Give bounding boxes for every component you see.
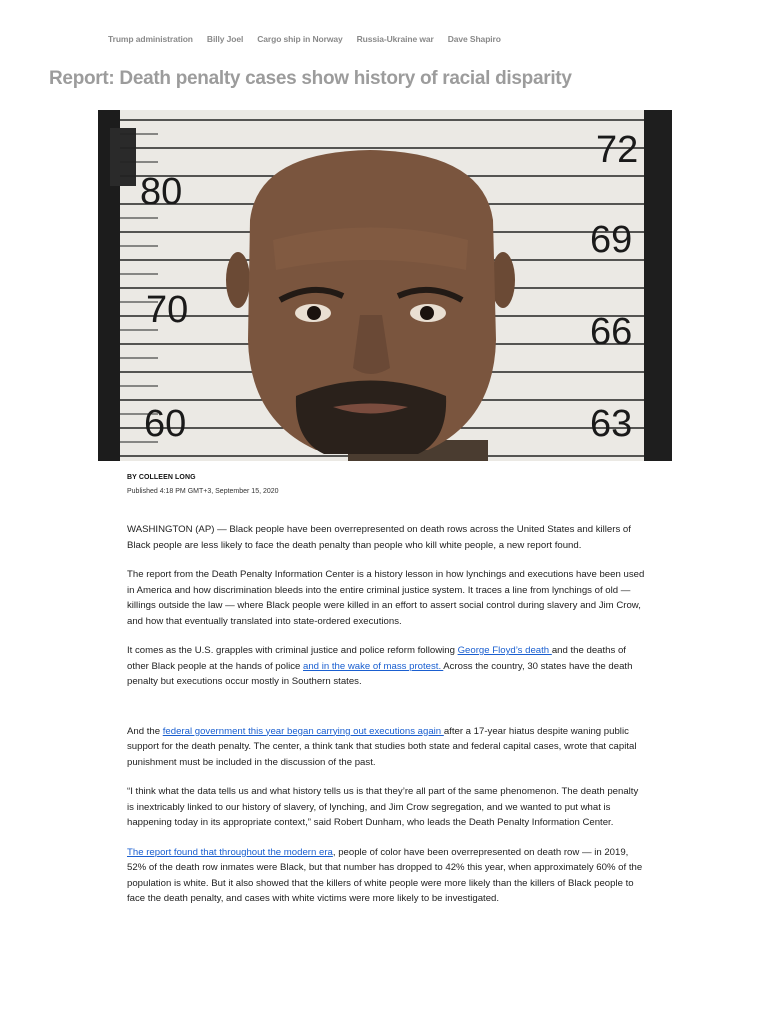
paragraph xyxy=(127,845,647,907)
topnav-link-trump-administration[interactable]: Trump administration xyxy=(108,34,193,44)
paragraph-text: And the xyxy=(127,725,163,737)
article-headline: Report: Death penalty cases show history of racial disparity xyxy=(49,68,572,89)
paragraph xyxy=(127,643,647,690)
paragraph xyxy=(127,724,647,771)
topnav-link-cargo-ship[interactable]: Cargo ship in Norway xyxy=(257,34,343,44)
paragraph: “I think what the data tells us and what history tells us is that they’re all part of the same phenomenon. The death penalty is inextricably linked to our history of slavery, of lynching, and Jim Crow segregation, and we wanted to put what is happening today in its appropriate context,” said Robert Dunham, who leads the Death Penalty Information Center. xyxy=(127,786,639,828)
link-report-modern-era[interactable]: The report found that throughout the modern era xyxy=(127,846,333,858)
topnav-link-billy-joel[interactable]: Billy Joel xyxy=(206,34,244,44)
link-wake-of-mass-protest[interactable]: and in the wake of mass protest. xyxy=(303,660,444,672)
link-george-floyd-death[interactable]: George Floyd’s death xyxy=(457,645,552,656)
paragraph-text: It comes as the U.S. grapples with criminal justice and police reform following xyxy=(127,645,458,656)
link-federal-executions[interactable]: federal government this year began carrying out executions again xyxy=(162,725,444,737)
paragraph: The report from the Death Penalty Information Center is a history lesson in how lynchings and executions have been used in America and how discrimination bleeds into the entire criminal justice system. It traces a line from lynchings of old — killings outside the law — where Black people were killed in an effort to assert social control during slavery and Jim Crow, and how that eventually translated into state-ordered executions. xyxy=(127,569,645,627)
topnav-link-russia-ukraine[interactable]: Russia-Ukraine war xyxy=(356,34,434,44)
paragraph-text: and the deaths of other Black people at the hands of police xyxy=(127,645,626,672)
paragraph-text: after a 17-year hiatus despite waning public support for the death penalty. The center, a think tank that studies both state and federal capital cases, wrote that capital punishment must be included in the discussion of the past. xyxy=(127,725,637,768)
article-photo xyxy=(98,110,672,461)
height-mark-63: 63 xyxy=(590,403,633,445)
height-mark-70: 70 xyxy=(146,289,189,331)
article-byline: BY COLLEEN LONG xyxy=(127,474,196,481)
height-mark-80: 80 xyxy=(140,171,183,213)
paragraph-text: , people of color have been overrepresented on death row — in 2019, 52% of the death row inmates were Black, but that number has dropped to 42% this year, when approximately 60% of the population is white. But it also showed that the killers of white people were more likely than the killers of Black people to face the death penalty, and cases with white victims were more likely to be investigated. xyxy=(127,846,643,904)
topnav-link-dave-shapiro[interactable]: Dave Shapiro xyxy=(447,34,501,44)
paragraph: WASHINGTON (AP) — Black people have been overrepresented on death rows across the United States and killers of Black people are less likely to face the death penalty than people who kill white people, a new report found. xyxy=(127,524,631,551)
height-mark-72: 72 xyxy=(596,129,639,171)
article-body xyxy=(127,522,647,921)
height-mark-60: 60 xyxy=(144,403,187,445)
height-mark-69: 69 xyxy=(590,219,633,261)
published-date: Published 4:18 PM GMT+3, September 15, 2020 xyxy=(127,488,279,495)
top-navigation xyxy=(108,34,501,44)
height-mark-66: 66 xyxy=(590,311,633,353)
paragraph-text: Across the country, 30 states have the death penalty but executions occur mostly in Southern states. xyxy=(127,660,633,687)
mugshot-image xyxy=(98,110,672,461)
